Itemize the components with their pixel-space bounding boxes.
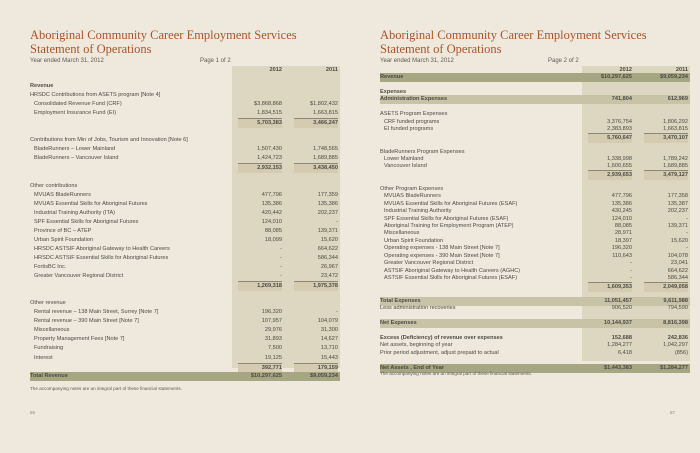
row-label: HRSDC ASTSIF Essential Skills for Aboriginal Futures [34,254,169,261]
table-row [30,136,340,145]
value-2012: 196,320 [261,309,282,316]
value-2012: 1,284,277 [607,342,632,349]
value-2012: 477,796 [611,193,632,200]
value-2011: 3,470,107 [644,133,688,143]
subtotal-row [30,163,340,172]
table-row [30,299,340,308]
value-2011: 13,710 [320,345,338,352]
row-label: BladeRunners – Vancouver Island [34,155,119,162]
row-label: MVUAS Essential Skills for Aboriginal Futures [34,200,148,207]
value-2012: - [630,260,632,267]
total-row [30,372,340,381]
value-2012: $1,443,383 [604,364,632,371]
value-2011: 3,466,247 [294,118,338,128]
value-2011: $1,802,432 [310,101,338,108]
table-row [30,82,340,91]
row-label: Less administration recoveries [380,304,456,311]
value-2012: 88,085 [264,227,282,234]
table-row [30,127,340,136]
row-label: Greater Vancouver Regional District [34,273,124,280]
value-2012: 6,418 [618,349,632,356]
year-ended-label: Year ended March 31, 2012 [380,58,454,64]
value-2012: 2,383,893 [607,126,632,133]
value-2012: 392,771 [238,363,282,373]
value-2011: 586,344 [667,275,688,282]
value-2011: - [336,309,338,316]
table-row [30,335,340,344]
table-row [30,308,340,317]
value-2012: 1,834,515 [257,110,282,117]
row-label: SPF Essential Skills for Aboriginal Futures [34,218,139,225]
value-2012: 124,010 [261,218,282,225]
value-2012: 3,376,754 [607,118,632,125]
right-page [350,0,700,453]
value-2011: 1,689,885 [313,155,338,162]
value-2012: 107,957 [261,318,282,325]
table-row [30,236,340,245]
value-2012: 5,760,647 [588,133,632,143]
value-2011: 1,689,885 [663,163,688,170]
row-label: Employment Insurance Fund (EI) [34,110,117,117]
row-label: Other revenue [30,300,66,307]
table-row [30,326,340,335]
value-2012: 1,600,655 [607,163,632,170]
value-2011: $1,284,277 [660,364,688,371]
value-2011: 14,627 [320,336,338,343]
value-2012: 31,893 [264,336,282,343]
row-label: Prior period adjustment, adjust prepaid to actual [380,349,499,356]
value-2012: $10,297,625 [600,74,632,80]
value-2011: 139,371 [317,227,338,234]
subtotal-row [30,118,340,127]
table-row [30,218,340,227]
value-2011: 104,079 [317,318,338,325]
table-row [30,344,340,353]
value-2011: 1,748,565 [313,146,338,153]
value-2012: 1,609,353 [588,282,632,292]
column-header-2012: 2012 [269,67,282,73]
value-2011: 179,159 [294,363,338,373]
row-label: Other Program Expenses [380,185,444,192]
row-label: Total Revenue [30,372,68,379]
table-row [30,200,340,209]
value-2011: - [336,218,338,225]
value-2012: 18,397 [614,237,632,244]
value-2012: 10,144,937 [604,319,632,326]
row-label: Urban Spirit Foundation [34,236,94,243]
row-label: CRF funded programs [384,118,440,125]
page-label: Page 2 of 2 [548,58,579,64]
row-label: BladeRunners Program Expenses [380,148,465,155]
row-label: Net Assets , End of Year [380,364,445,371]
row-label: Property Management Fees [Note 7] [34,336,125,343]
row-label: Administration Expenses [380,96,448,103]
row-label: Aboriginal Training for Employment Program (ATEP) [384,223,514,229]
statement-title [380,28,680,56]
value-2011: 15,620 [320,236,338,243]
value-2012: 88,085 [614,223,632,229]
value-2012: 430,245 [611,208,632,215]
column-header-2011: 2011 [325,67,338,73]
row-label: Vancouver Island [384,163,427,170]
value-2011: $9,059,234 [310,372,338,379]
title-line-1: Aboriginal Community Career Employment Services [30,28,297,42]
value-2012: 1,269,318 [238,281,282,291]
value-2011: 135,386 [317,200,338,207]
value-2011: 664,622 [317,245,338,252]
row-label: Miscellaneous [384,230,420,237]
value-2011: 3,438,450 [294,163,338,173]
value-2011: 104,078 [667,252,688,259]
value-2011: 202,237 [667,208,688,215]
value-2012: 741,804 [611,96,632,103]
value-2012: 1,338,998 [607,155,632,162]
value-2012: 2,932,153 [238,163,282,173]
row-label: Operating expenses - 138 Main Street [Note 7] [384,245,500,252]
value-2011: 1,663,815 [663,126,688,133]
row-label: SPF Essential Skills for Aboriginal Futures (ESAF) [384,215,509,222]
table-row [30,263,340,272]
value-2012: 29,976 [264,327,282,334]
row-label: MVUAS Essential Skills for Aboriginal Futures (ESAF) [384,200,518,207]
row-label: Net Expenses [380,319,417,326]
row-label: Greater Vancouver Regional District [384,260,474,267]
value-2011: 1,975,378 [294,281,338,291]
value-2011: 1,042,297 [663,342,688,349]
value-2012: 2,939,653 [588,170,632,180]
row-label: MVUAS BladeRunners [34,191,91,198]
value-2012: 19,125 [264,354,282,361]
table-row [30,100,340,109]
row-label: Industrial Training Authority [384,208,452,215]
subtotal-row [30,363,340,372]
row-label: BladeRunners – Lower Mainland [34,146,116,153]
page-number: 87 [670,410,676,415]
value-2012: - [630,275,632,282]
row-label: HRSDC Contributions from ASETS program [Note 4] [30,92,161,99]
value-2011: 31,300 [320,327,338,334]
table-row [30,191,340,200]
value-2011: 15,620 [670,237,688,244]
value-2011: 135,387 [667,200,688,207]
value-2012: 420,442 [261,209,282,216]
table-row [30,145,340,154]
row-label: Expenses [380,88,407,95]
row-label: HRSDC ASTSIF Aboriginal Gateway to Health Careers [34,245,170,252]
table-row [30,173,340,182]
value-2012: 18,099 [264,236,282,243]
row-label: Lower Mainland [384,155,424,162]
value-2011: 612,969 [667,96,688,103]
statement-title [30,28,330,56]
table-row [30,91,340,100]
row-label: Operating expenses - 390 Main Street [Note 7] [384,252,500,259]
value-2012: 152,688 [611,334,632,341]
row-label: Consolidated Revenue Fund (CRF) [34,101,122,108]
value-2012: 11,051,457 [604,297,632,304]
value-2012: 135,386 [611,200,632,207]
value-2012: 1,507,430 [257,146,282,153]
row-label: Fundraising [34,345,64,352]
column-header-row [30,66,340,75]
row-label: MVUAS BladeRunners [384,193,441,200]
value-2011: - [686,215,688,222]
value-2011: 177,358 [667,193,688,200]
value-2012: 110,643 [612,252,632,259]
column-header-2011: 2011 [675,67,688,73]
value-2011: 1,663,815 [313,110,338,117]
row-label: Other contributions [30,182,78,189]
row-label: Revenue [380,74,404,80]
column-header-2012: 2012 [619,67,632,73]
value-2011: 23,472 [320,273,338,280]
row-label: Province of BC – ATEP [34,227,92,234]
title-line-2: Statement of Operations [30,42,152,56]
value-2011: 9,611,988 [663,297,688,304]
table-row [30,272,340,281]
value-2011: 202,237 [317,209,338,216]
value-2012: $10,297,625 [250,372,282,379]
row-label: Contributions from Min of Jobs, Tourism and Innovation [Note 6] [30,137,188,144]
subtotal-row [30,281,340,290]
table-row [30,182,340,191]
row-label: Miscellaneous [34,327,70,334]
page-label: Page 1 of 2 [200,58,231,64]
value-2012: 28,971 [614,230,632,237]
value-2011: 23,041 [670,260,688,267]
table-row [30,154,340,163]
value-2012: 906,520 [611,304,632,311]
year-ended-label: Year ended March 31, 2012 [30,58,104,64]
value-2012: 196,320 [611,245,632,252]
table-row [30,317,340,326]
table-row [30,109,340,118]
table-row [30,290,340,299]
row-label: Net assets, beginning of year [380,342,453,349]
row-label: Industrial Training Authority (ITA) [34,209,116,216]
row-label: Excess (Deficiency) of revenue over expenses [380,334,503,341]
table-row [30,354,340,363]
value-2011: 2,049,058 [644,282,688,292]
table-row [30,254,340,263]
row-label: Rental revenue – 390 Main Street [Note 7] [34,318,139,325]
row-label: Total Expenses [380,297,421,304]
row-label: EI funded programs [384,126,434,133]
footnote: The accompanying notes are an integral part of these financial statements. [380,371,532,376]
table-row [30,245,340,254]
value-2011: - [686,230,688,237]
value-2012: 7,500 [268,345,282,352]
value-2011: 26,967 [320,264,338,270]
row-label: ASETS Program Expenses [380,111,448,118]
title-line-1: Aboriginal Community Career Employment Services [380,28,647,42]
value-2011: 8,816,398 [663,319,688,326]
value-2011: $9,059,234 [660,74,688,80]
value-2011: 1,806,292 [663,118,688,125]
value-2011: 586,344 [317,254,338,261]
value-2011: (856) [674,349,688,356]
value-2011: 664,622 [667,267,688,274]
page-number: 86 [30,410,36,415]
row-label: Revenue [30,83,54,89]
row-label: Rental revenue – 138 Main Street, Surrey [Note 7] [34,309,159,316]
title-line-2: Statement of Operations [380,42,502,56]
value-2012: 124,010 [611,215,632,222]
value-2011: - [686,245,688,252]
value-2011: 242,836 [667,334,688,341]
value-2011: 3,479,127 [644,170,688,180]
row-label: Urban Spirit Foundation [384,237,444,244]
value-2011: 15,443 [320,354,338,361]
value-2011: 139,371 [667,223,688,229]
row-label: Interest [34,354,53,361]
value-2012: - [280,254,282,261]
footnote: The accompanying notes are an integral part of these financial statements. [30,386,182,391]
table-row [30,209,340,218]
value-2012: - [280,245,282,252]
value-2012: 1,424,723 [257,155,282,162]
row-label: FortisBC Inc. [34,264,67,270]
value-2011: 794,590 [667,304,688,311]
value-2012: $3,868,868 [254,101,282,108]
row-label: ASTSIF Essential Skills for Aboriginal Futures (ESAF) [384,275,518,282]
value-2012: - [280,264,282,270]
value-2011: 1,789,242 [663,155,688,162]
value-2012: 135,386 [261,200,282,207]
value-2012: 5,703,383 [238,118,282,128]
table-row [30,227,340,236]
row-label: ASTSIF Aboriginal Gateway to Health Careers (AGHC) [384,267,521,274]
value-2012: - [630,267,632,274]
value-2012: 477,796 [261,191,282,198]
value-2012: - [280,273,282,280]
value-2011: 177,359 [317,191,338,198]
